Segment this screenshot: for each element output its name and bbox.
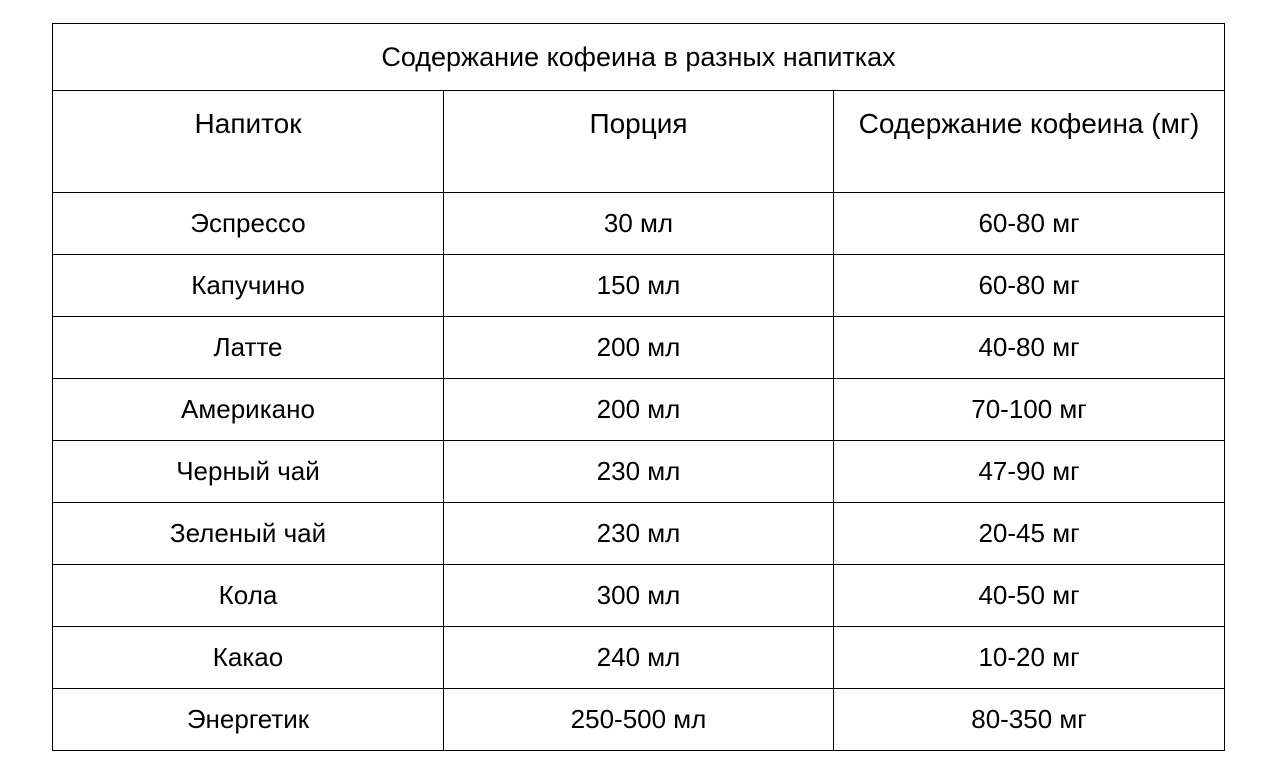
cell-portion: 230 мл <box>444 503 834 565</box>
cell-portion: 200 мл <box>444 317 834 379</box>
caffeine-table-container <box>52 23 1224 751</box>
cell-caffeine: 80-350 мг <box>834 689 1225 751</box>
table-header-row <box>53 91 1225 193</box>
cell-portion: 30 мл <box>444 193 834 255</box>
cell-drink: Американо <box>53 379 444 441</box>
cell-portion: 200 мл <box>444 379 834 441</box>
column-header-portion: Порция <box>444 91 834 193</box>
table-row <box>53 441 1225 503</box>
table-title: Содержание кофеина в разных напитках <box>53 24 1225 91</box>
caffeine-table <box>52 23 1225 751</box>
cell-caffeine: 60-80 мг <box>834 255 1225 317</box>
cell-portion: 230 мл <box>444 441 834 503</box>
table-row <box>53 627 1225 689</box>
cell-portion: 240 мл <box>444 627 834 689</box>
cell-drink: Энергетик <box>53 689 444 751</box>
cell-caffeine: 47-90 мг <box>834 441 1225 503</box>
cell-caffeine: 40-50 мг <box>834 565 1225 627</box>
table-row <box>53 193 1225 255</box>
cell-caffeine: 10-20 мг <box>834 627 1225 689</box>
table-row <box>53 503 1225 565</box>
cell-drink: Латте <box>53 317 444 379</box>
cell-caffeine: 40-80 мг <box>834 317 1225 379</box>
column-header-drink: Напиток <box>53 91 444 193</box>
cell-caffeine: 70-100 мг <box>834 379 1225 441</box>
table-row <box>53 689 1225 751</box>
cell-drink: Эспрессо <box>53 193 444 255</box>
cell-caffeine: 20-45 мг <box>834 503 1225 565</box>
table-row <box>53 317 1225 379</box>
table-title-row <box>53 24 1225 91</box>
cell-drink: Зеленый чай <box>53 503 444 565</box>
cell-caffeine: 60-80 мг <box>834 193 1225 255</box>
cell-portion: 300 мл <box>444 565 834 627</box>
table-row <box>53 565 1225 627</box>
table-row <box>53 255 1225 317</box>
cell-drink: Капучино <box>53 255 444 317</box>
column-header-caffeine: Содержание кофеина (мг) <box>834 91 1225 193</box>
cell-drink: Кола <box>53 565 444 627</box>
cell-drink: Какао <box>53 627 444 689</box>
cell-portion: 250-500 мл <box>444 689 834 751</box>
cell-drink: Черный чай <box>53 441 444 503</box>
table-row <box>53 379 1225 441</box>
cell-portion: 150 мл <box>444 255 834 317</box>
